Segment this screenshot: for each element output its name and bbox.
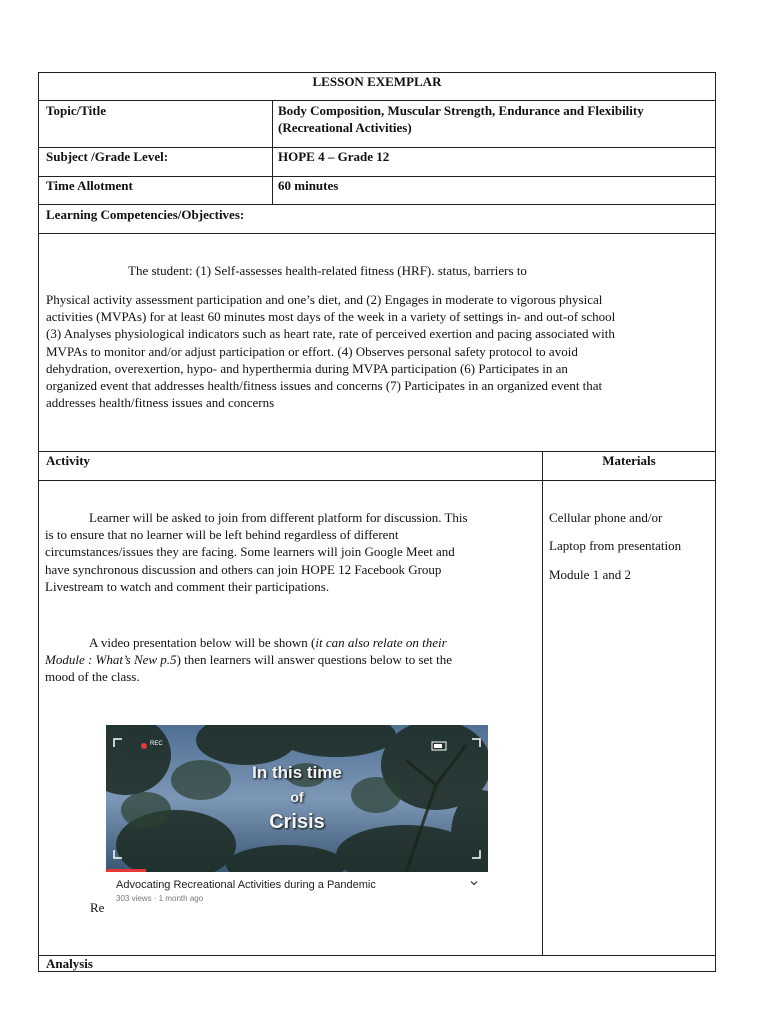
activity-line: have synchronous discussion and others can join HOPE 12 Facebook Group: [45, 561, 442, 577]
subject-value: HOPE 4 – Grade 12: [278, 149, 390, 164]
paragraph-italic: it can also relate on their: [315, 635, 447, 650]
topic-value-line2: (Recreational Activities): [278, 120, 412, 135]
objectives-line: organized event that addresses health/fitness issues and concerns (7) Participates in an organized event that: [46, 378, 603, 394]
activity-trailing-text: Re: [90, 900, 105, 915]
video-thumbnail[interactable]: [106, 725, 488, 872]
activity-line: is to ensure that no learner will be left behind regardless of different: [45, 527, 399, 543]
video-overlay-line3: Crisis: [269, 811, 325, 833]
objectives-line: dehydration, overexertion, hypo- and hyperthermia during MVPA participation (6) Participates in an: [46, 360, 568, 376]
paragraph-start: A video presentation below will be shown (: [89, 635, 316, 650]
objectives-line: (3) Analyses physiological indicators such as heart rate, rate of perceived exertion and pacing associated with: [46, 326, 615, 342]
paragraph-italic: Module : What’s New p.5: [45, 652, 177, 668]
competencies-label: Learning Competencies/Objectives:: [46, 207, 245, 222]
analysis-header: Analysis: [46, 956, 93, 971]
video-overlay-line2: of: [290, 789, 304, 805]
topic-value-line1: Body Composition, Muscular Strength, Endurance and Flexibility: [278, 103, 644, 118]
video-info-bar: [106, 872, 488, 909]
activity-line: Livestream to watch and comment their participations.: [45, 578, 330, 594]
materials-item: Module 1 and 2: [549, 567, 631, 582]
activity-line: mood of the class.: [45, 669, 140, 685]
time-value: 60 minutes: [278, 178, 339, 193]
video-title[interactable]: Advocating Recreational Activities during a Pandemic: [116, 879, 376, 891]
paragraph-end: ) then learners will answer questions below to set the: [176, 652, 453, 668]
time-label: Time Allotment: [46, 178, 133, 193]
materials-item: Cellular phone and/or: [549, 510, 663, 525]
rec-dot-icon: [141, 743, 147, 749]
objectives-line: activities (MVPAs) for at least 60 minutes most days of the week in a variety of settings in- and out-of school: [46, 309, 616, 325]
activity-header: Activity: [46, 453, 91, 468]
activity-line: [45, 651, 540, 668]
video-embed[interactable]: [106, 725, 488, 909]
materials-header: Materials: [602, 453, 656, 468]
chevron-down-icon[interactable]: [468, 877, 480, 889]
activity-line: Learner will be asked to join from different platform for discussion. This: [89, 510, 468, 525]
video-meta: 303 views · 1 month ago: [116, 894, 204, 903]
activity-paragraph-1: [45, 509, 540, 595]
topic-label: Topic/Title: [46, 103, 106, 118]
lesson-title: LESSON EXEMPLAR: [312, 74, 442, 89]
video-overlay-line1: In this time: [252, 763, 342, 782]
activity-line: [45, 634, 540, 651]
objectives-intro: The student: (1) Self-assesses health-related fitness (HRF). status, barriers to: [128, 263, 527, 278]
objectives-body: [46, 291, 714, 411]
objectives-line: addresses health/fitness issues and concerns: [46, 395, 275, 411]
activity-paragraph-2: [45, 634, 540, 686]
subject-label: Subject /Grade Level:: [46, 149, 169, 164]
objectives-line: Physical activity assessment participation and one’s diet, and (2) Engages in moderate to vigorous physical: [46, 292, 603, 307]
objectives-line: MVPAs to monitor and/or adjust participation or effort. (4) Observes personal safety protocol to avoid: [46, 343, 578, 359]
activity-line: circumstances/issues they are facing. Some learners will join Google Meet and: [45, 544, 455, 560]
materials-item: Laptop from presentation: [549, 538, 682, 553]
rec-label: REC: [150, 741, 163, 747]
